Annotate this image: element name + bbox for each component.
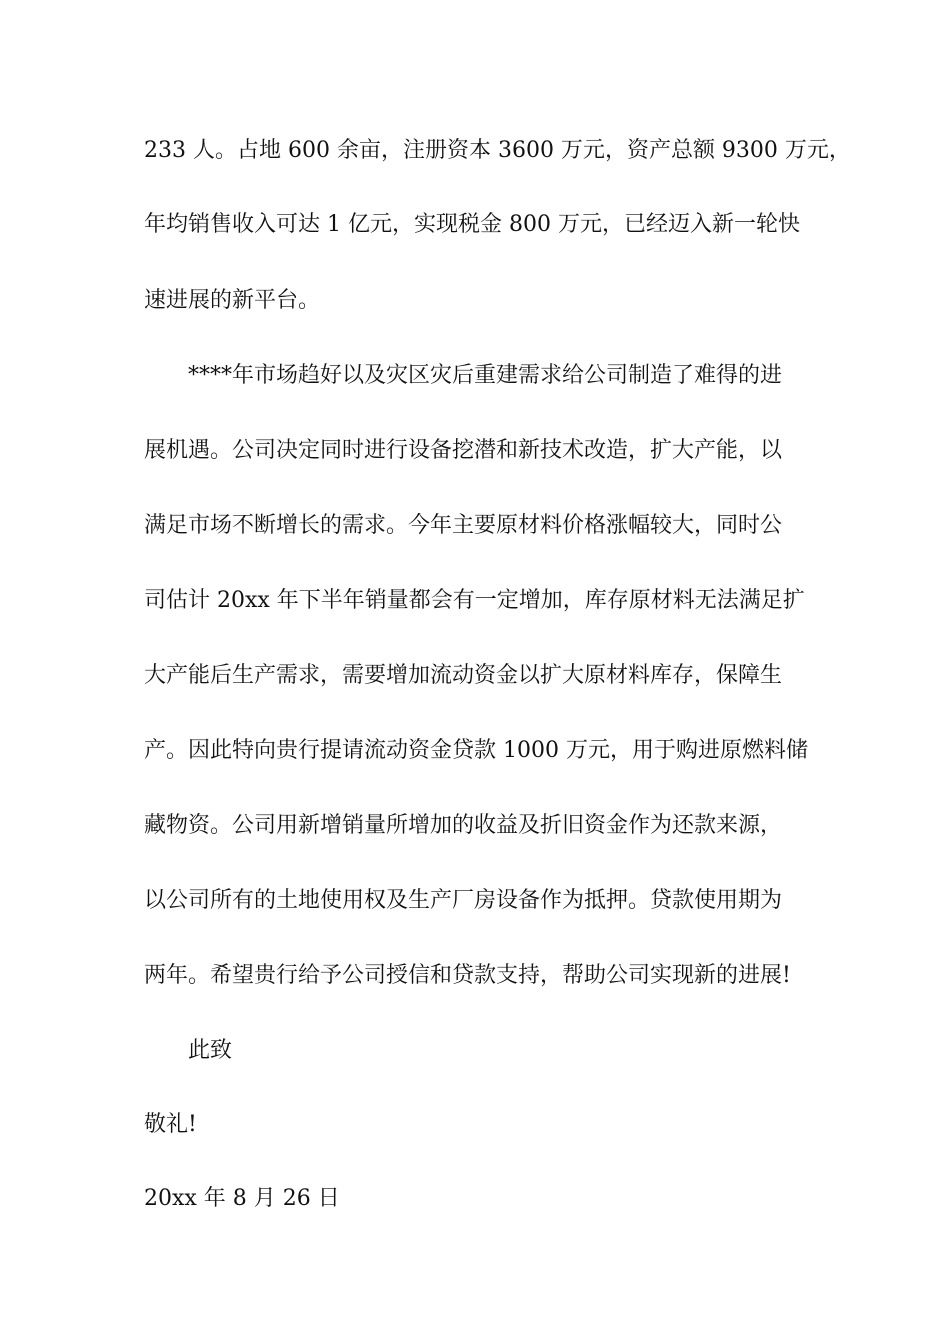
body-line-5: 展机遇。公司决定同时进行设备挖潜和新技术改造，扩大产能，以 (144, 438, 783, 463)
body-line-9: 产。因此特向贵行提请流动资金贷款 1000 万元，用于购进原燃料储 (144, 738, 808, 763)
body-line-7: 司估计 20xx 年下半年销量都会有一定增加，库存原材料无法满足扩 (144, 588, 805, 613)
body-line-6: 满足市场不断增长的需求。今年主要原材料价格涨幅较大，同时公 (144, 513, 783, 538)
closing-line: 此致 (188, 1038, 233, 1063)
body-line-1: 233 人。占地 600 余亩，注册资本 3600 万元，资产总额 9300 万元， (144, 138, 851, 163)
date-line: 20xx 年 8 月 26 日 (144, 1186, 340, 1211)
body-line-4: ****年市场趋好以及灾区灾后重建需求给公司制造了难得的进 (188, 363, 783, 388)
body-line-2: 年均销售收入可达 1 亿元，实现税金 800 万元，已经迈入新一轮快 (144, 212, 800, 237)
salutation-line: 敬礼! (144, 1112, 197, 1137)
body-line-12: 两年。希望贵行给予公司授信和贷款支持，帮助公司实现新的进展! (144, 963, 791, 988)
body-line-11: 以公司所有的土地使用权及生产厂房设备作为抵押。贷款使用期为 (144, 888, 783, 913)
body-line-8: 大产能后生产需求，需要增加流动资金以扩大原材料库存，保障生 (144, 663, 783, 688)
body-line-3: 速进展的新平台。 (144, 288, 321, 313)
body-line-10: 藏物资。公司用新增销量所增加的收益及折旧资金作为还款来源， (144, 813, 783, 838)
